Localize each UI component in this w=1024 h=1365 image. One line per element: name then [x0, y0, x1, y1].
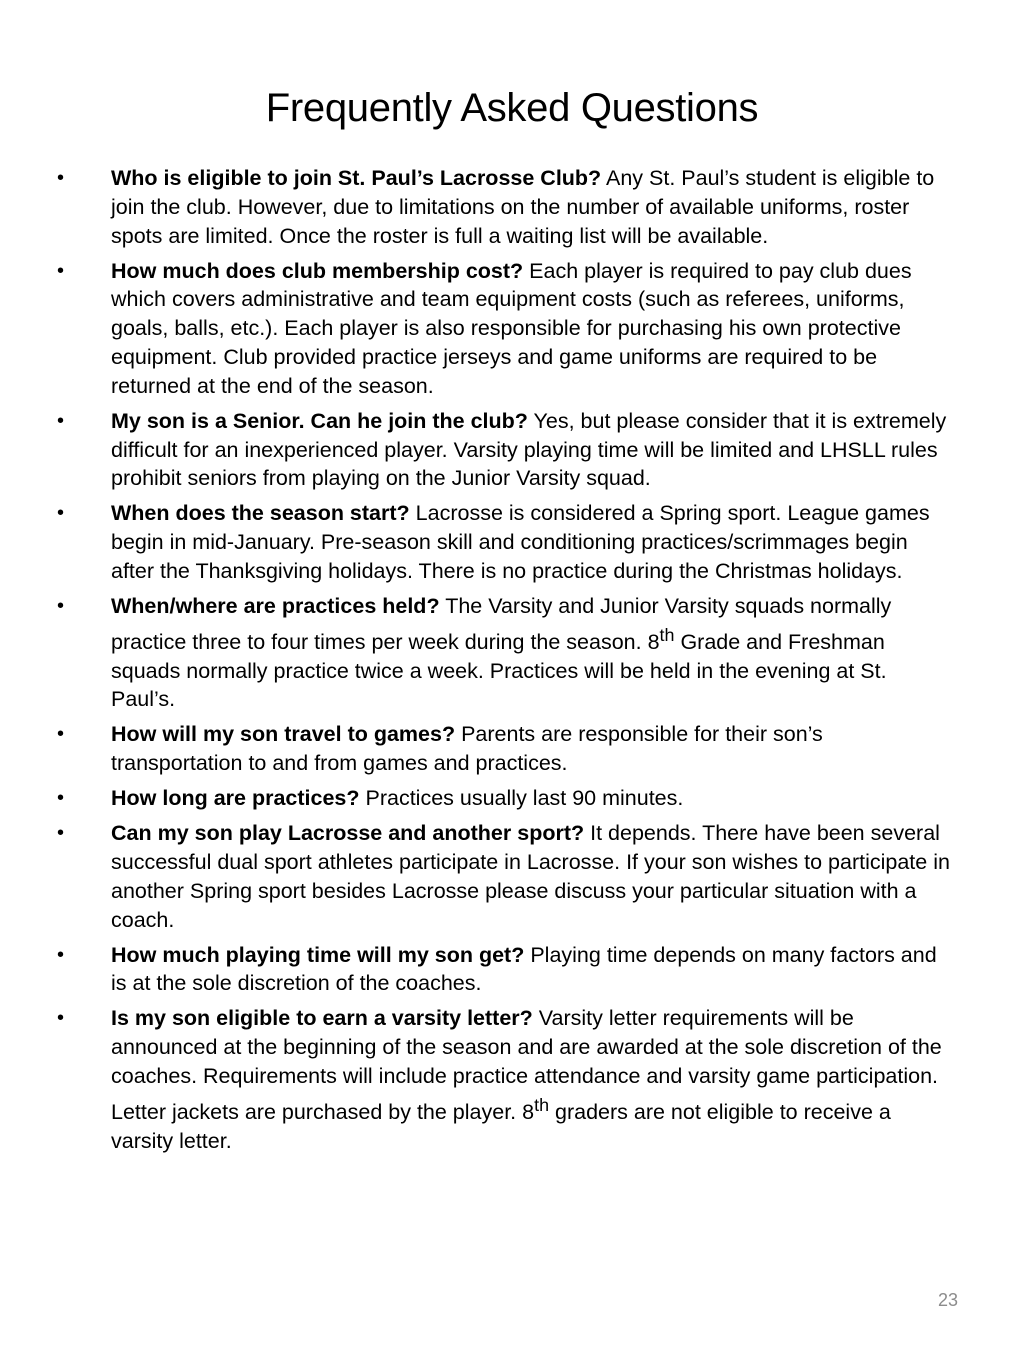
faq-item — [0, 1004, 1024, 1155]
bullet-icon: • — [57, 787, 65, 810]
faq-question: Is my son eligible to earn a varsity letter? — [111, 1006, 533, 1031]
bullet-icon: • — [57, 409, 65, 432]
ordinal-suffix: th — [659, 624, 675, 645]
page-number: 23 — [937, 1290, 958, 1310]
faq-answer: Playing time depends on many factors and is at the sole discretion of the coaches. — [111, 942, 937, 996]
bullet-icon: • — [57, 167, 65, 189]
faq-question: When/where are practices held? — [111, 593, 440, 618]
faq-item — [0, 819, 1024, 934]
faq-question: How long are practices? — [111, 786, 360, 811]
bullet-icon: • — [57, 1007, 65, 1030]
faq-question: My son is a Senior. Can he join the club? — [111, 408, 528, 433]
faq-item — [0, 164, 1024, 250]
faq-list — [0, 164, 1024, 1162]
bullet-icon: • — [57, 594, 65, 617]
faq-question: How much playing time will my son get? — [111, 942, 525, 967]
faq-answer: Practices usually last 90 minutes. — [365, 786, 684, 811]
faq-answer: Lacrosse is considered a Spring sport. League games begin in mid-January. Pre-season skill and conditioning practices/scrimmages begin after the Thanksgiving holidays. There is no practice during the Christmas holidays. — [111, 501, 930, 583]
faq-item — [0, 941, 1024, 999]
faq-answer: Yes, but please consider that it is extremely difficult for an inexperienced player. Varsity playing time will be limited and LHSLL rules prohibit seniors from playing on the Junior Varsity squad. — [111, 408, 947, 491]
page-title: Frequently Asked Questions — [265, 86, 759, 130]
faq-item — [0, 784, 1024, 813]
faq-answer: Each player is required to pay club dues which covers administrative and team equipment costs (such as referees, uniforms, goals, balls, etc.). Each player is also responsible for purchasing his own protective equipment. Club provided practice jerseys and game uniforms are required to be returned at the end of the season. — [111, 258, 912, 398]
faq-answer-part: The Varsity and Junior Varsity squads normally practice three to four times per week during the season. 8 — [111, 593, 892, 654]
faq-answer: Any St. Paul’s student is eligible to join the club. However, due to limitations on the number of available uniforms, roster spots are limited. Once the roster is full a waiting list will be available. — [111, 166, 935, 248]
faq-item — [0, 720, 1024, 778]
bullet-icon: • — [57, 822, 65, 845]
ordinal-suffix: th — [534, 1094, 550, 1115]
bullet-icon: • — [57, 502, 65, 525]
faq-answer: It depends. There have been several successful dual sport athletes participate in Lacrosse. If your son wishes to participate in another Spring sport besides Lacrosse please discuss your particular situation with a coach. — [111, 821, 950, 932]
faq-question: How will my son travel to games? — [111, 722, 456, 747]
bullet-icon: • — [57, 259, 65, 282]
faq-question: Who is eligible to join St. Paul’s Lacrosse Club? — [111, 166, 602, 190]
faq-item — [0, 407, 1024, 493]
faq-item — [0, 592, 1024, 714]
faq-question: When does the season start? — [111, 501, 410, 526]
faq-answer-part: graders are not eligible to receive a varsity letter. — [111, 1099, 891, 1153]
bullet-icon: • — [57, 943, 65, 966]
bullet-icon: • — [57, 723, 65, 746]
faq-question: Can my son play Lacrosse and another sport? — [111, 821, 585, 846]
faq-answer-part: Varsity letter requirements will be announced at the beginning of the season and are awarded at the sole discretion of the coaches. Requirements will include practice attendance and varsity game participation. Letter jackets are purchased by the player. 8 — [111, 1006, 942, 1124]
faq-question: How much does club membership cost? — [111, 258, 524, 283]
faq-answer-part: Grade and Freshman squads normally practice twice a week. Practices will be held in the evening at St. Paul’s. — [111, 629, 887, 712]
faq-answer: Parents are responsible for their son’s transportation to and from games and practices. — [111, 722, 823, 776]
faq-item — [0, 257, 1024, 401]
faq-item — [0, 499, 1024, 585]
